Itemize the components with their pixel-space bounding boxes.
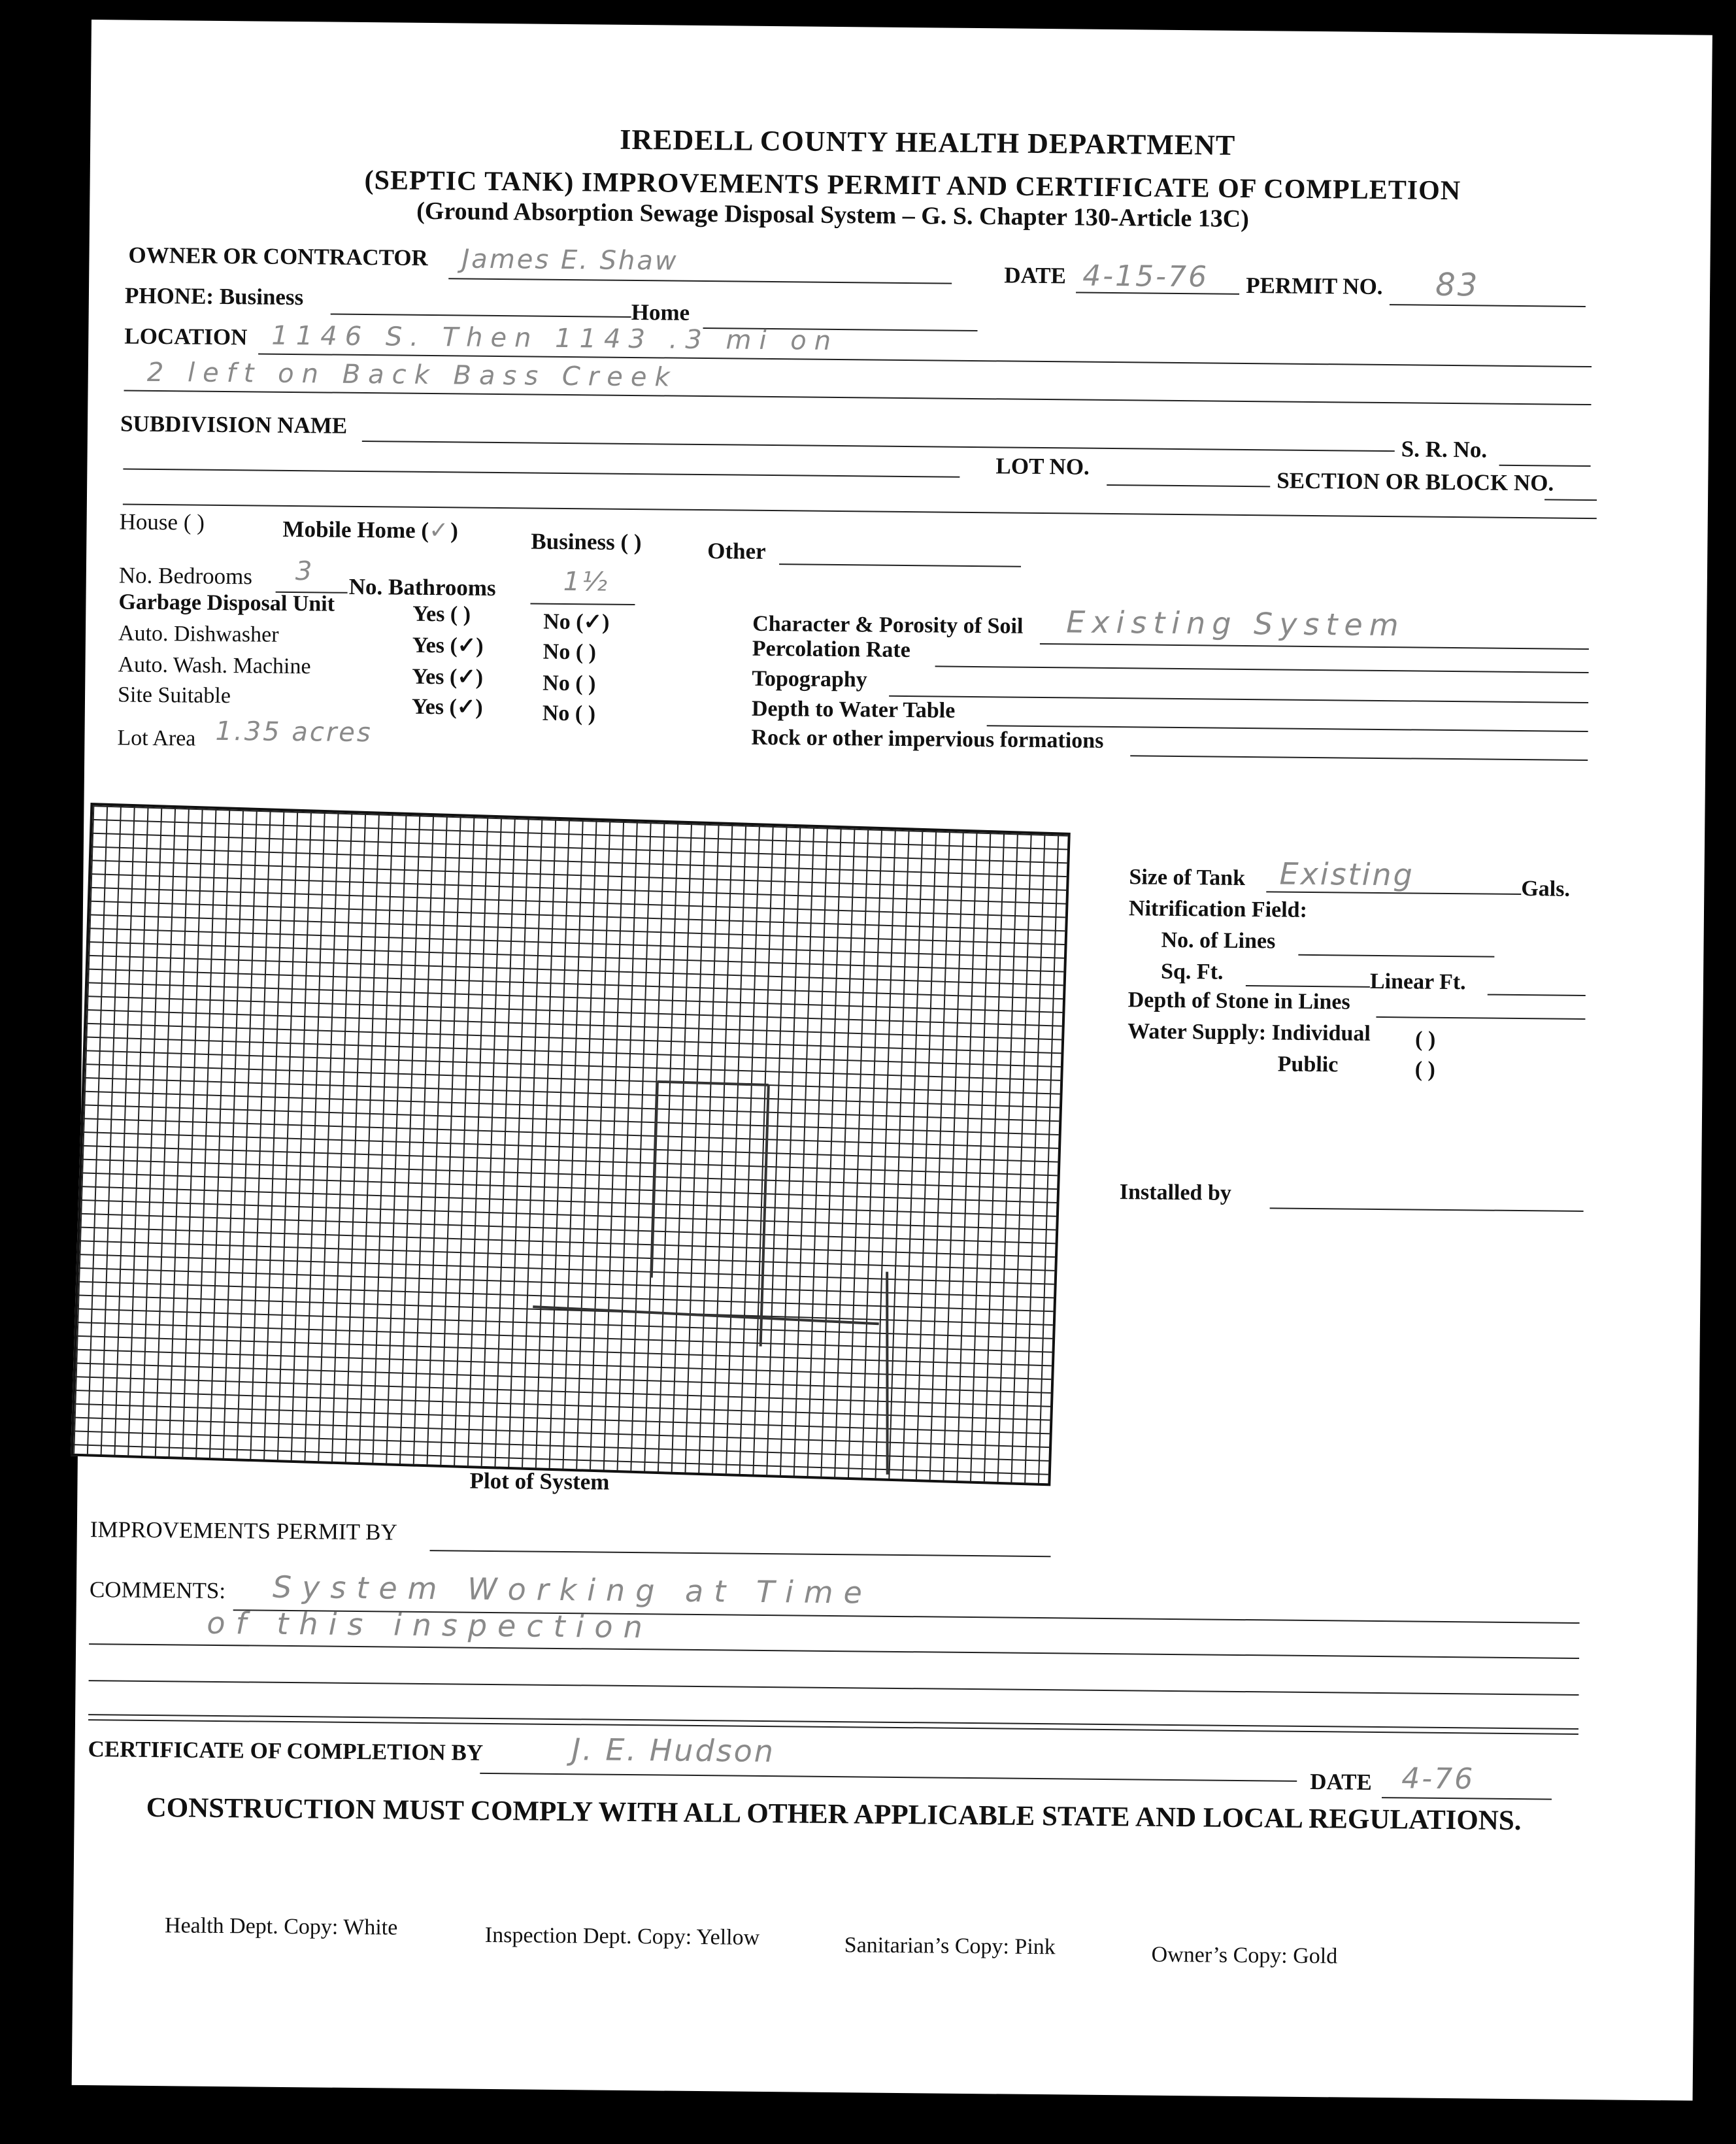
stone-depth-label: Depth of Stone in Lines: [1127, 988, 1350, 1014]
location-value-1: 1146 S. Then 1143 .3 mi on: [271, 320, 839, 356]
rock-line: [1130, 755, 1588, 761]
subdivision-line-2: [123, 468, 960, 477]
water-supply-label: Water Supply: Individual: [1127, 1019, 1371, 1046]
comments-value-1: System Working at Time: [272, 1569, 873, 1611]
dishwasher-label: Auto. Dishwasher: [118, 621, 279, 647]
department-title: IREDELL COUNTY HEALTH DEPARTMENT: [620, 123, 1236, 161]
linear-ft-line: [1488, 994, 1586, 996]
cert-date-value: 4-76: [1401, 1762, 1475, 1796]
subdivision-line: [362, 441, 1395, 452]
wash-machine-no: No ( ): [542, 671, 596, 696]
sq-ft-label: Sq. Ft.: [1160, 959, 1224, 984]
tank-size-value: Existing: [1279, 856, 1414, 893]
topography-line: [889, 695, 1588, 703]
nitrification-label: Nitrification Field:: [1128, 896, 1308, 922]
location-label: LOCATION: [124, 323, 248, 350]
public-label: Public: [1277, 1052, 1339, 1077]
certificate-value: J. E. Hudson: [571, 1732, 776, 1769]
section-label: SECTION OR BLOCK NO.: [1277, 467, 1554, 496]
copy-health: Health Dept. Copy: White: [164, 1913, 398, 1940]
copy-inspection: Inspection Dept. Copy: Yellow: [484, 1922, 760, 1950]
bathrooms-line: [530, 603, 635, 605]
mobile-home-check: ✓: [428, 516, 451, 544]
lot-area-label: Lot Area: [117, 726, 196, 751]
mobile-home-option: [282, 516, 458, 544]
dishwasher-no: No ( ): [542, 639, 597, 665]
site-suitable-yes: Yes (✓): [411, 694, 483, 720]
section-line: [1544, 499, 1597, 501]
installed-by-line: [1270, 1207, 1584, 1212]
wash-machine-label: Auto. Wash. Machine: [118, 652, 311, 679]
copy-sanitarian: Sanitarian’s Copy: Pink: [844, 1933, 1056, 1960]
subdivision-label: SUBDIVISION NAME: [120, 410, 348, 439]
bedrooms-label: No. Bedrooms: [118, 562, 253, 590]
soil-character-line: [1040, 643, 1589, 650]
phone-home-label: Home: [631, 299, 690, 326]
public-box: ( ): [1414, 1057, 1436, 1082]
bathrooms-value: 1½: [563, 566, 610, 597]
certificate-line: [480, 1773, 1297, 1782]
cert-date-line: [1382, 1797, 1552, 1800]
lot-area-value: 1.35 acres: [215, 716, 373, 748]
stone-depth-line: [1376, 1016, 1585, 1020]
plot-caption: Plot of System: [469, 1467, 610, 1495]
plot-sketch: [71, 803, 1071, 1486]
mobile-home-label: Mobile Home (: [282, 516, 429, 543]
cert-date-label: DATE: [1310, 1769, 1373, 1795]
comments-line-2: [89, 1643, 1579, 1659]
no-of-lines-line: [1298, 954, 1494, 958]
owner-line: [448, 278, 952, 284]
topography-label: Topography: [752, 666, 867, 692]
mobile-home-close: ): [450, 518, 459, 544]
permit-by-label: IMPROVEMENTS PERMIT BY: [90, 1516, 397, 1545]
bathrooms-label: No. Bathrooms: [348, 573, 496, 601]
comments-value-2: of this inspection: [207, 1605, 654, 1645]
tank-gals-label: Gals.: [1521, 877, 1571, 901]
garbage-yes: Yes ( ): [412, 601, 471, 627]
phone-business-line: [331, 314, 631, 318]
garbage-no: No (✓): [543, 609, 610, 635]
phone-business-label: PHONE: Business: [124, 282, 304, 310]
business-option: Business ( ): [531, 528, 642, 556]
lot-no-line: [1107, 484, 1270, 487]
rock-label: Rock or other impervious formations: [751, 725, 1104, 753]
plot-grid-wrapper: [71, 803, 1071, 1486]
sq-ft-line: [1246, 985, 1370, 988]
permit-by-line: [430, 1550, 1051, 1557]
comments-label: COMMENTS:: [89, 1577, 226, 1604]
compliance-notice: CONSTRUCTION MUST COMPLY WITH ALL OTHER APPLICABLE STATE AND LOCAL REGULATIONS.: [146, 1792, 1522, 1837]
lot-no-label: LOT NO.: [995, 453, 1090, 480]
comments-line-3: [89, 1680, 1579, 1696]
individual-box: ( ): [1414, 1027, 1436, 1052]
sr-no-label: S. R. No.: [1401, 436, 1488, 463]
copy-owner: Owner’s Copy: Gold: [1151, 1942, 1338, 1969]
form-subtitle: (Ground Absorption Sewage Disposal System – G. S. Chapter 130-Article 13C): [416, 197, 1250, 233]
permit-no-value: 83: [1435, 266, 1480, 304]
other-option: Other: [707, 538, 766, 564]
soil-character-value: Existing System: [1065, 604, 1405, 643]
form-title: (SEPTIC TANK) IMPROVEMENTS PERMIT AND CERTIFICATE OF COMPLETION: [364, 165, 1461, 207]
sr-no-line: [1499, 465, 1591, 467]
garbage-label: Garbage Disposal Unit: [118, 590, 335, 616]
date-label: DATE: [1004, 262, 1067, 289]
house-option: House ( ): [119, 509, 205, 535]
bedrooms-value: 3: [295, 556, 314, 587]
no-of-lines-label: No. of Lines: [1161, 928, 1276, 954]
site-suitable-label: Site Suitable: [117, 682, 231, 709]
tank-size-label: Size of Tank: [1129, 865, 1246, 891]
percolation-label: Percolation Rate: [752, 636, 911, 663]
dishwasher-yes: Yes (✓): [412, 633, 484, 658]
certificate-label: CERTIFICATE OF COMPLETION BY: [88, 1736, 484, 1766]
plot-sketch-lines: [528, 1078, 899, 1475]
location-value-2: 2 left on Back Bass Creek: [146, 357, 678, 393]
permit-no-line: [1390, 304, 1586, 307]
owner-label: OWNER OR CONTRACTOR: [128, 242, 428, 271]
permit-no-label: PERMIT NO.: [1245, 272, 1383, 299]
water-table-label: Depth to Water Table: [751, 696, 956, 723]
date-value: 4-15-76: [1082, 259, 1209, 294]
location-line-2: [124, 390, 1592, 406]
permit-form-page: [72, 20, 1712, 2101]
installed-by-label: Installed by: [1119, 1180, 1232, 1205]
site-suitable-no: No ( ): [542, 701, 596, 726]
linear-ft-label: Linear Ft.: [1369, 969, 1466, 995]
wash-machine-yes: Yes (✓): [412, 664, 484, 690]
owner-value: James E. Shaw: [461, 244, 678, 276]
other-line: [779, 563, 1021, 567]
soil-character-label: Character & Porosity of Soil: [752, 611, 1024, 639]
percolation-line: [935, 665, 1589, 673]
